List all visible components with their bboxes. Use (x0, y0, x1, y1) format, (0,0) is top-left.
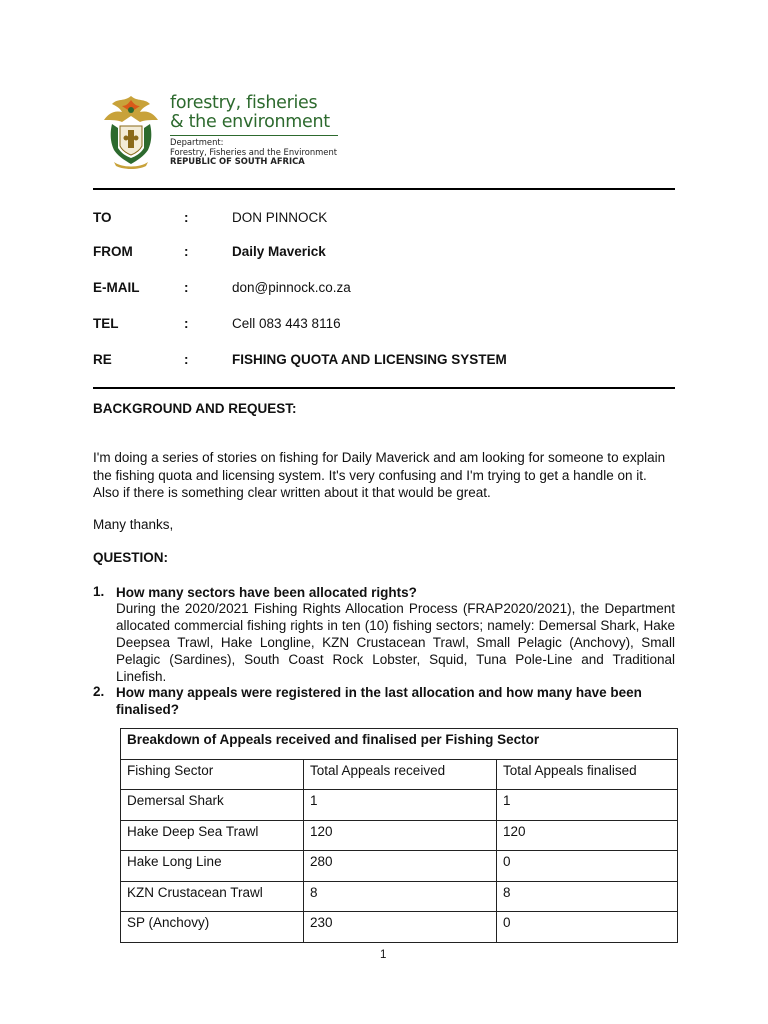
logo-divider (170, 135, 338, 136)
cell-finalised: 0 (497, 851, 678, 882)
appeals-table (120, 728, 678, 943)
question-1-answer: During the 2020/2021 Fishing Rights Allocation Process (FRAP2020/2021), the Department allocated commercial fishing rights in ten (10) fishing sectors; namely: Demersal Shark, Hake Deepsea Trawl, Hake Longline, KZN Crustacean Trawl, Small Pelagic (Anchovy), Small Pelagic (Sardines), South Coast Rock Lobster, Squid, Tuna Pole-Line and Traditional Linefish. (116, 601, 675, 684)
header-appeals-received: Total Appeals received (304, 759, 497, 790)
table-row (121, 820, 678, 851)
header-divider (93, 188, 675, 190)
logo-text (170, 94, 338, 167)
to-label: TO (93, 210, 112, 225)
memo-tel-row (93, 316, 675, 334)
cell-received: 120 (304, 820, 497, 851)
logo-line-1: forestry, fisheries (170, 93, 318, 113)
table-row (121, 851, 678, 882)
email-colon: : (184, 280, 189, 295)
question-1-text: How many sectors have been allocated rights? (116, 585, 417, 600)
tel-colon: : (184, 316, 189, 331)
header-fishing-sector: Fishing Sector (121, 759, 304, 790)
table-title: Breakdown of Appeals received and finalised per Fishing Sector (121, 729, 678, 760)
memo-from-row (93, 244, 675, 262)
cell-finalised: 1 (497, 790, 678, 821)
email-value: don@pinnock.co.za (232, 280, 351, 295)
cell-received: 8 (304, 881, 497, 912)
re-label: RE (93, 352, 112, 367)
cell-received: 1 (304, 790, 497, 821)
background-paragraph: I'm doing a series of stories on fishing for Daily Maverick and am looking for someone to explain the fishing quota and licensing system. It's very confusing and I'm trying to get a handle on it. Also if there is something clear written about it that would be great. (93, 450, 666, 500)
cell-sector: SP (Anchovy) (121, 912, 304, 943)
department-logo (100, 92, 345, 174)
question-2-text: How many appeals were registered in the last allocation and how many have been finalised? (116, 685, 642, 717)
cell-received: 280 (304, 851, 497, 882)
cell-sector: KZN Crustacean Trawl (121, 881, 304, 912)
logo-dept-name: Forestry, Fisheries and the Environment (170, 146, 338, 157)
header-appeals-finalised: Total Appeals finalised (497, 759, 678, 790)
cell-sector: Hake Deep Sea Trawl (121, 820, 304, 851)
cell-finalised: 8 (497, 881, 678, 912)
to-value: DON PINNOCK (232, 210, 328, 225)
page-number: 1 (380, 949, 387, 961)
table-row (121, 790, 678, 821)
table-row (121, 912, 678, 943)
cell-sector: Hake Long Line (121, 851, 304, 882)
logo-dept-label: Department: (170, 137, 224, 147)
tel-label: TEL (93, 316, 119, 331)
re-value: FISHING QUOTA AND LICENSING SYSTEM (232, 352, 507, 367)
from-label: FROM (93, 244, 133, 259)
re-colon: : (184, 352, 189, 367)
thanks-text: Many thanks, (93, 517, 174, 532)
logo-line-2: & the environment (170, 112, 330, 132)
memo-divider (93, 387, 675, 389)
email-label: E-MAIL (93, 280, 140, 295)
tel-value: Cell 083 443 8116 (232, 316, 341, 331)
question-heading: QUESTION: (93, 550, 169, 565)
cell-received: 230 (304, 912, 497, 943)
table-row (121, 881, 678, 912)
from-value: Daily Maverick (232, 244, 326, 259)
memo-to-row (93, 210, 675, 228)
question-1-number: 1. (93, 584, 105, 599)
table-title-row (121, 729, 678, 760)
coat-of-arms-icon (100, 92, 162, 170)
question-2-number: 2. (93, 684, 105, 699)
from-colon: : (184, 244, 189, 259)
cell-finalised: 0 (497, 912, 678, 943)
memo-email-row (93, 280, 675, 298)
cell-finalised: 120 (497, 820, 678, 851)
background-heading: BACKGROUND AND REQUEST: (93, 401, 297, 416)
table-header-row (121, 759, 678, 790)
memo-re-row (93, 352, 675, 370)
logo-country: REPUBLIC OF SOUTH AFRICA (170, 156, 305, 167)
to-colon: : (184, 210, 189, 225)
cell-sector: Demersal Shark (121, 790, 304, 821)
